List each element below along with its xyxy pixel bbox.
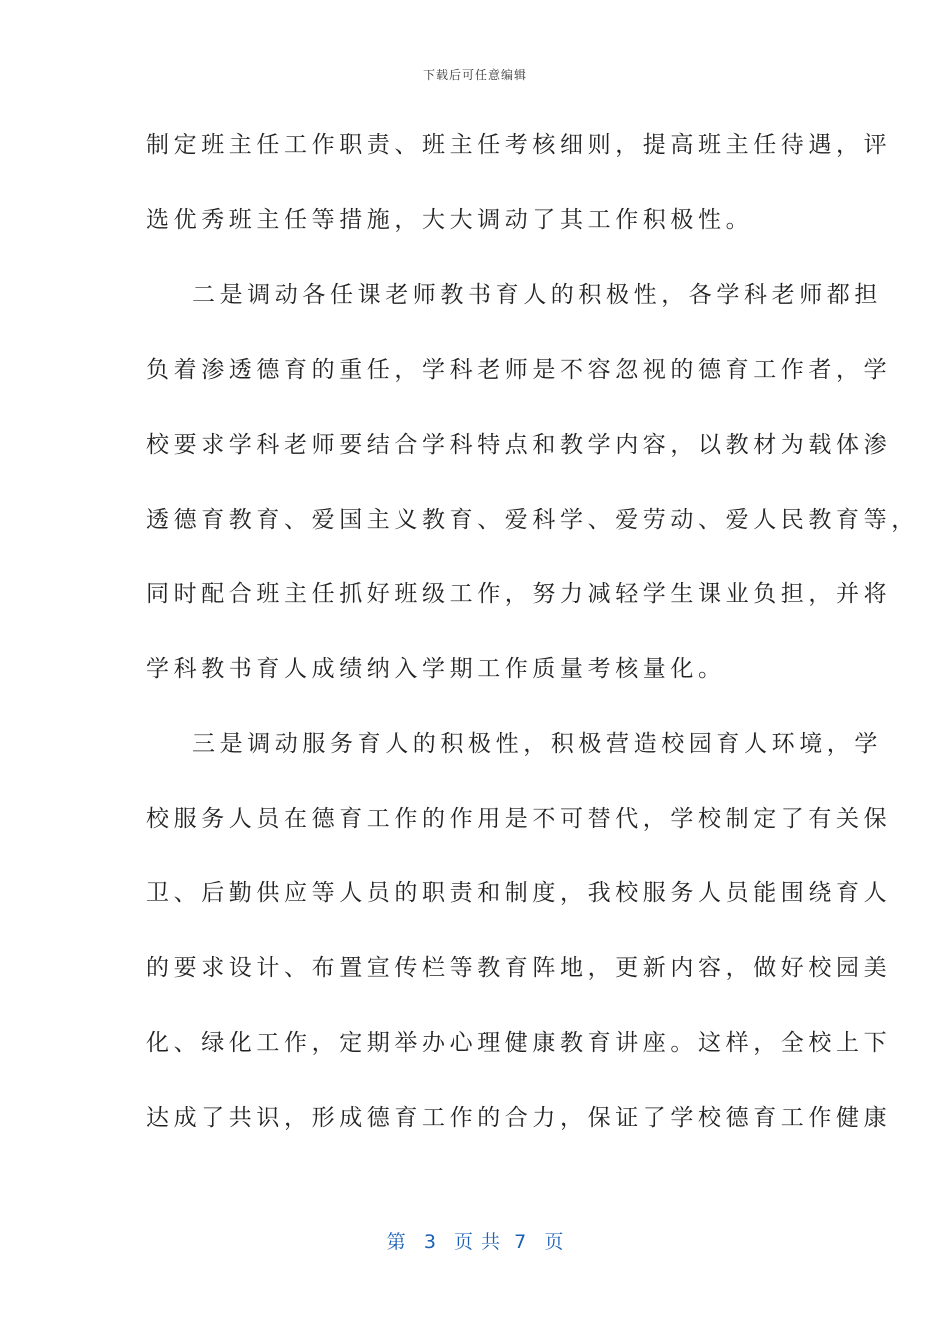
page-label-suffix: 页 <box>544 1231 564 1253</box>
current-page-number: 3 <box>423 1231 436 1253</box>
paragraph-start-line: 二是调动各任课老师教书育人的积极性，各学科老师都担 <box>192 282 882 308</box>
text-line: 校服务人员在德育工作的作用是不可替代，学校制定了有关保 <box>146 806 892 832</box>
text-line: 卫、后勤供应等人员的职责和制度，我校服务人员能围绕育人 <box>146 880 892 906</box>
text-line: 负着渗透德育的重任，学科老师是不容忽视的德育工作者，学 <box>146 357 892 383</box>
page-label-mid: 页共 <box>454 1231 509 1253</box>
text-line: 选优秀班主任等措施，大大调动了其工作积极性。 <box>146 207 754 233</box>
text-line: 学科教书育人成绩纳入学期工作质量考核量化。 <box>146 656 726 682</box>
text-line: 达成了共识，形成德育工作的合力，保证了学校德育工作健康 <box>146 1105 892 1131</box>
page-label-prefix: 第 <box>386 1231 406 1253</box>
paragraph-start-line: 三是调动服务育人的积极性，积极营造校园育人环境，学 <box>192 731 882 757</box>
text-line: 透德育教育、爱国主义教育、爱科学、爱劳动、爱人民教育等， <box>146 507 919 533</box>
text-line: 同时配合班主任抓好班级工作，努力减轻学生课业负担，并将 <box>146 581 892 607</box>
page-header: 下载后可任意编辑 <box>422 68 527 82</box>
page-number-footer <box>0 1227 950 1254</box>
total-pages-number: 7 <box>514 1231 527 1253</box>
text-line: 的要求设计、布置宣传栏等教育阵地，更新内容，做好校园美 <box>146 955 892 981</box>
text-line: 校要求学科老师要结合学科特点和教学内容，以教材为载体渗 <box>146 432 892 458</box>
text-line: 制定班主任工作职责、班主任考核细则，提高班主任待遇，评 <box>146 132 892 158</box>
text-line: 化、绿化工作，定期举办心理健康教育讲座。这样，全校上下 <box>146 1030 892 1056</box>
